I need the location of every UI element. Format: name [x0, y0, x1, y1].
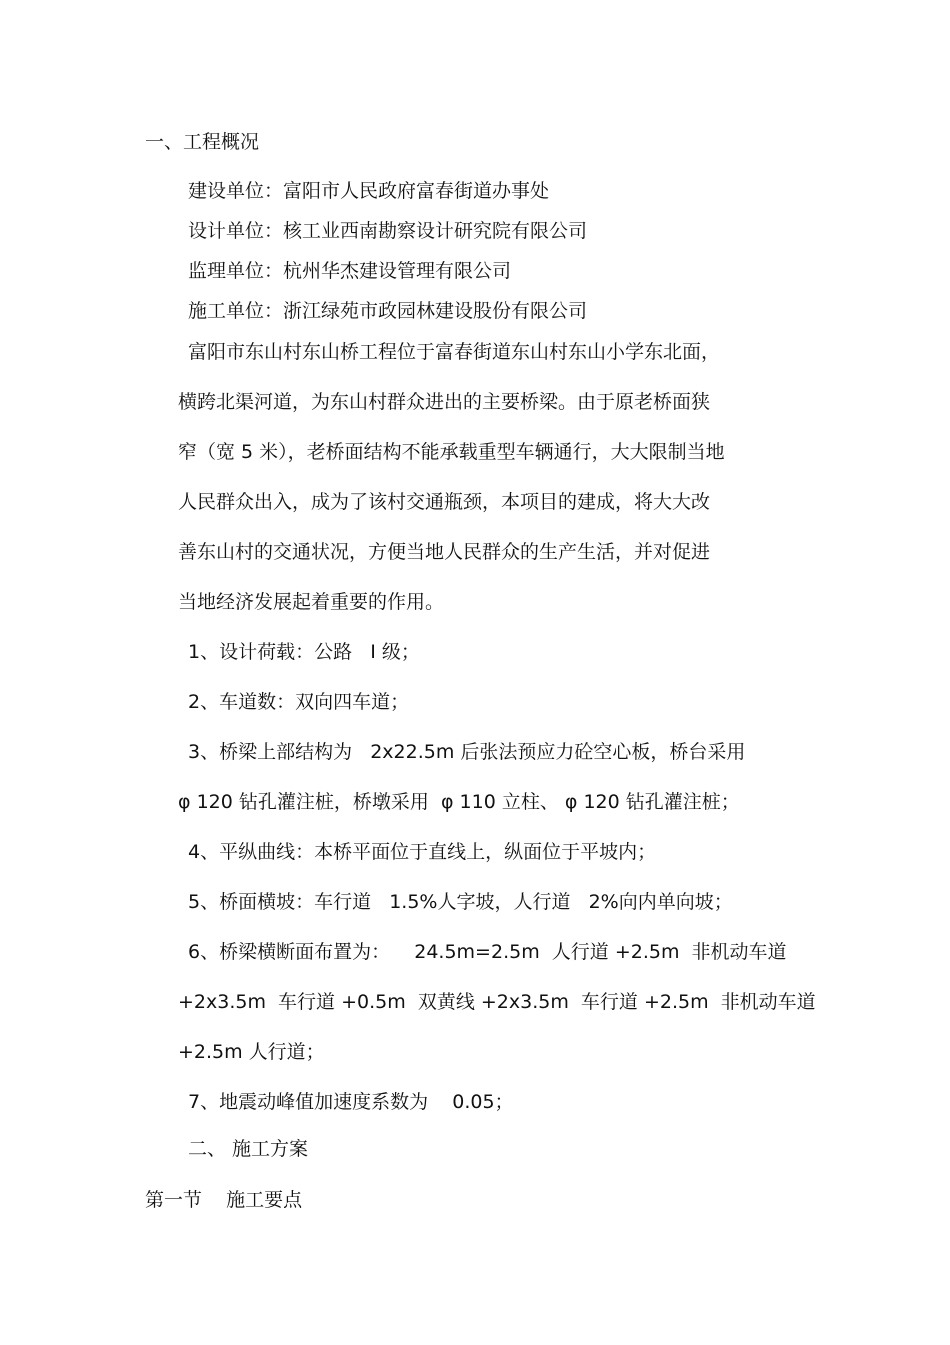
list-item: 4、平纵曲线：本桥平面位于直线上，纵面位于平坡内；	[188, 841, 657, 863]
list-item: 5、桥面横坡：车行道 1.5%人字坡，人行道 2%向内单向坡；	[188, 891, 733, 913]
unit-line-builder: 建设单位：富阳市人民政府富春街道办事处	[188, 180, 550, 202]
list-item: 1、设计荷载：公路 I 级；	[188, 641, 420, 663]
overview-line: 横跨北渠河道，为东山村群众进出的主要桥梁。由于原老桥面狭	[178, 391, 711, 413]
list-item: φ 120 钻孔灌注桩，桥墩采用 φ 110 立柱、 φ 120 钻孔灌注桩；	[178, 791, 740, 813]
overview-line: 善东山村的交通状况，方便当地人民群众的生产生活，并对促进	[178, 541, 711, 563]
section-heading: 一、工程概况	[145, 131, 260, 153]
unit-line-contractor: 施工单位：浙江绿苑市政园林建设股份有限公司	[188, 300, 588, 322]
overview-line: 窄（宽 5 米），老桥面结构不能承载重型车辆通行，大大限制当地	[178, 441, 725, 463]
overview-line: 当地经济发展起着重要的作用。	[178, 591, 445, 613]
unit-line-designer: 设计单位：核工业西南勘察设计研究院有限公司	[188, 220, 588, 242]
list-item: 3、桥梁上部结构为 2x22.5m 后张法预应力砼空心板，桥台采用	[188, 741, 746, 763]
unit-line-supervisor: 监理单位：杭州华杰建设管理有限公司	[188, 260, 512, 282]
overview-line: 富阳市东山村东山桥工程位于富春街道东山村东山小学东北面，	[188, 341, 721, 363]
list-item: 2、车道数：双向四车道；	[188, 691, 410, 713]
list-item: +2.5m 人行道；	[178, 1041, 325, 1063]
list-item: 7、地震动峰值加速度系数为 0.05；	[188, 1091, 514, 1113]
list-item: +2x3.5m 车行道 +0.5m 双黄线 +2x3.5m 车行道 +2.5m 非机动车道	[178, 991, 816, 1013]
overview-line: 人民群众出入，成为了该村交通瓶颈，本项目的建成，将大大改	[178, 491, 711, 513]
subsection-title: 第一节 施工要点	[145, 1189, 303, 1211]
list-item: 6、桥梁横断面布置为： 24.5m=2.5m 人行道 +2.5m 非机动车道	[188, 941, 787, 963]
section-heading: 二、 施工方案	[188, 1138, 309, 1160]
